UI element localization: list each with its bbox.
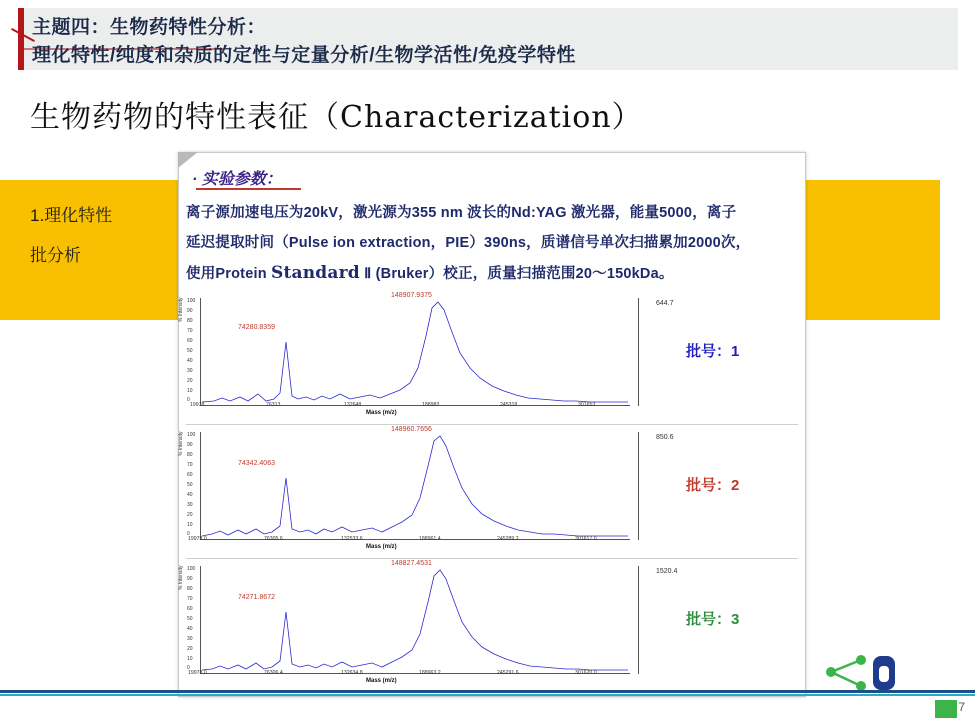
y-tick-3-7: 30 — [187, 636, 193, 642]
peak-label-1-2: 148907.9375 — [391, 292, 432, 299]
params-line-3 — [186, 258, 798, 289]
y-tick-3-9: 10 — [187, 656, 193, 662]
y-tick-2-2: 80 — [187, 452, 193, 458]
y-tick-2-8: 20 — [187, 512, 193, 518]
y-tick-3-3: 70 — [187, 596, 193, 602]
x-tick-1-5: 301653 — [578, 402, 596, 408]
right-value-2: 850.6 — [656, 434, 674, 441]
y-tick-2-4: 60 — [187, 472, 193, 478]
right-axis-1 — [638, 298, 639, 406]
y-tick-2-9: 10 — [187, 522, 193, 528]
y-tick-3-0: 100 — [187, 566, 196, 572]
batch-label-2: 批号：2 — [686, 477, 740, 494]
spectrum-panel-2 — [178, 426, 798, 559]
page-title: 生物药物的特性表征（Characterization） — [30, 100, 643, 135]
header-title-line1: 主题四：生物药特性分析： — [32, 17, 267, 38]
y-tick-2-7: 30 — [187, 502, 193, 508]
x-axis-label-1: Mass (m/z) — [366, 410, 397, 416]
footer-logo-square — [935, 700, 957, 718]
spectrum-panel-3 — [178, 560, 798, 693]
x-tick-3-3: 188963.2 — [419, 670, 441, 676]
y-tick-3-5: 50 — [187, 616, 193, 622]
y-tick-3-1: 90 — [187, 576, 193, 582]
params-line3-part1: 使用Protein — [186, 266, 271, 282]
y-axis-label-3: % Intensity — [178, 565, 184, 590]
y-tick-3-6: 40 — [187, 626, 193, 632]
spectrum-trace-2 — [200, 432, 630, 540]
params-heading-underline — [196, 188, 301, 190]
sidebox-text — [30, 196, 180, 276]
x-tick-3-2: 132634.8 — [341, 670, 363, 676]
right-axis-2 — [638, 432, 639, 540]
y-tick-1-6: 40 — [187, 358, 193, 364]
x-tick-2-2: 132533.6 — [341, 536, 363, 542]
batch-label-3: 批号：3 — [686, 611, 740, 628]
y-tick-2-10: 0 — [187, 531, 190, 537]
experiment-params-heading: · 实验参数： — [192, 171, 282, 188]
x-tick-3-5: 301620.0 — [575, 670, 597, 676]
x-axis-label-3: Mass (m/z) — [366, 678, 397, 684]
header-title-line2: 理化特性/纯度和杂质的定性与定量分析/生物学活性/免疫学特性 — [32, 45, 576, 66]
x-tick-2-1: 76305.6 — [264, 536, 283, 542]
y-tick-2-5: 50 — [187, 482, 193, 488]
params-line3-part2: Ⅱ (Bruker）校正，质量扫描范围20～150kDa。 — [359, 266, 674, 282]
sidebox-line2: 批分析 — [30, 246, 81, 265]
params-line-1: 离子源加速电压为20kV，激光源为355 nm 波长的Nd:YAG 激光器，能量5000，离子 — [186, 205, 737, 221]
y-tick-1-7: 30 — [187, 368, 193, 374]
x-tick-1-0: 19978 — [190, 402, 205, 408]
y-tick-2-1: 90 — [187, 442, 193, 448]
x-tick-2-5: 301617.0 — [575, 536, 597, 542]
x-tick-1-3: 188983 — [422, 402, 440, 408]
sidebox-line1: 1.理化特性 — [30, 206, 113, 225]
x-tick-1-2: 132648 — [344, 402, 362, 408]
yellow-edge-bar — [0, 180, 18, 320]
y-tick-1-5: 50 — [187, 348, 193, 354]
y-tick-2-6: 40 — [187, 492, 193, 498]
y-tick-1-4: 60 — [187, 338, 193, 344]
peak-label-3-2: 148827.4531 — [391, 560, 432, 567]
x-tick-1-4: 245318 — [500, 402, 518, 408]
y-tick-2-3: 70 — [187, 462, 193, 468]
y-tick-2-0: 100 — [187, 432, 196, 438]
right-value-3: 1520.4 — [656, 568, 678, 575]
y-tick-1-1: 90 — [187, 308, 193, 314]
brand-logo — [815, 650, 911, 712]
y-tick-3-10: 0 — [187, 665, 190, 671]
params-line-2: 延迟提取时间（Pulse ion extraction，PIE）390ns，质谱信号单次扫描累加2000次， — [186, 235, 751, 251]
params-line3-standard: Standard — [270, 263, 360, 283]
spectra-group — [178, 292, 798, 694]
experiment-params-body — [186, 198, 798, 289]
y-tick-3-4: 60 — [187, 606, 193, 612]
spectrum-trace-1 — [200, 298, 630, 406]
x-tick-3-1: 76306.4 — [264, 670, 283, 676]
footer-rule-cyan — [0, 694, 975, 696]
x-axis-label-2: Mass (m/z) — [366, 544, 397, 550]
y-tick-1-10: 0 — [187, 397, 190, 403]
page-number: 7 — [958, 700, 965, 714]
spectrum-trace-3 — [200, 566, 630, 674]
right-value-1: 644.7 — [656, 300, 674, 307]
y-axis-label-1: % Intensity — [178, 297, 184, 322]
x-tick-2-0: 19978.0 — [188, 536, 207, 542]
x-tick-1-1: 76313 — [266, 402, 281, 408]
batch-label-1: 批号：1 — [686, 343, 740, 360]
right-axis-3 — [638, 566, 639, 674]
y-tick-1-0: 100 — [187, 298, 196, 304]
spectrum-panel-1 — [178, 292, 798, 425]
header-accent-bar — [18, 8, 24, 70]
y-tick-1-8: 20 — [187, 378, 193, 384]
peak-label-1-1: 74280.8359 — [238, 324, 275, 331]
x-tick-3-4: 245291.6 — [497, 670, 519, 676]
x-tick-2-3: 188961.4 — [419, 536, 441, 542]
y-tick-1-9: 10 — [187, 388, 193, 394]
y-tick-3-2: 80 — [187, 586, 193, 592]
footer-rule-blue — [0, 690, 975, 693]
peak-label-2-1: 74342.4063 — [238, 460, 275, 467]
peak-label-3-1: 74271.8672 — [238, 594, 275, 601]
y-tick-1-2: 80 — [187, 318, 193, 324]
y-axis-label-2: % Intensity — [178, 431, 184, 456]
y-tick-3-8: 20 — [187, 646, 193, 652]
x-tick-2-4: 245289.2 — [497, 536, 519, 542]
y-tick-1-3: 70 — [187, 328, 193, 334]
x-tick-3-0: 19978.0 — [188, 670, 207, 676]
peak-label-2-2: 148960.7656 — [391, 426, 432, 433]
